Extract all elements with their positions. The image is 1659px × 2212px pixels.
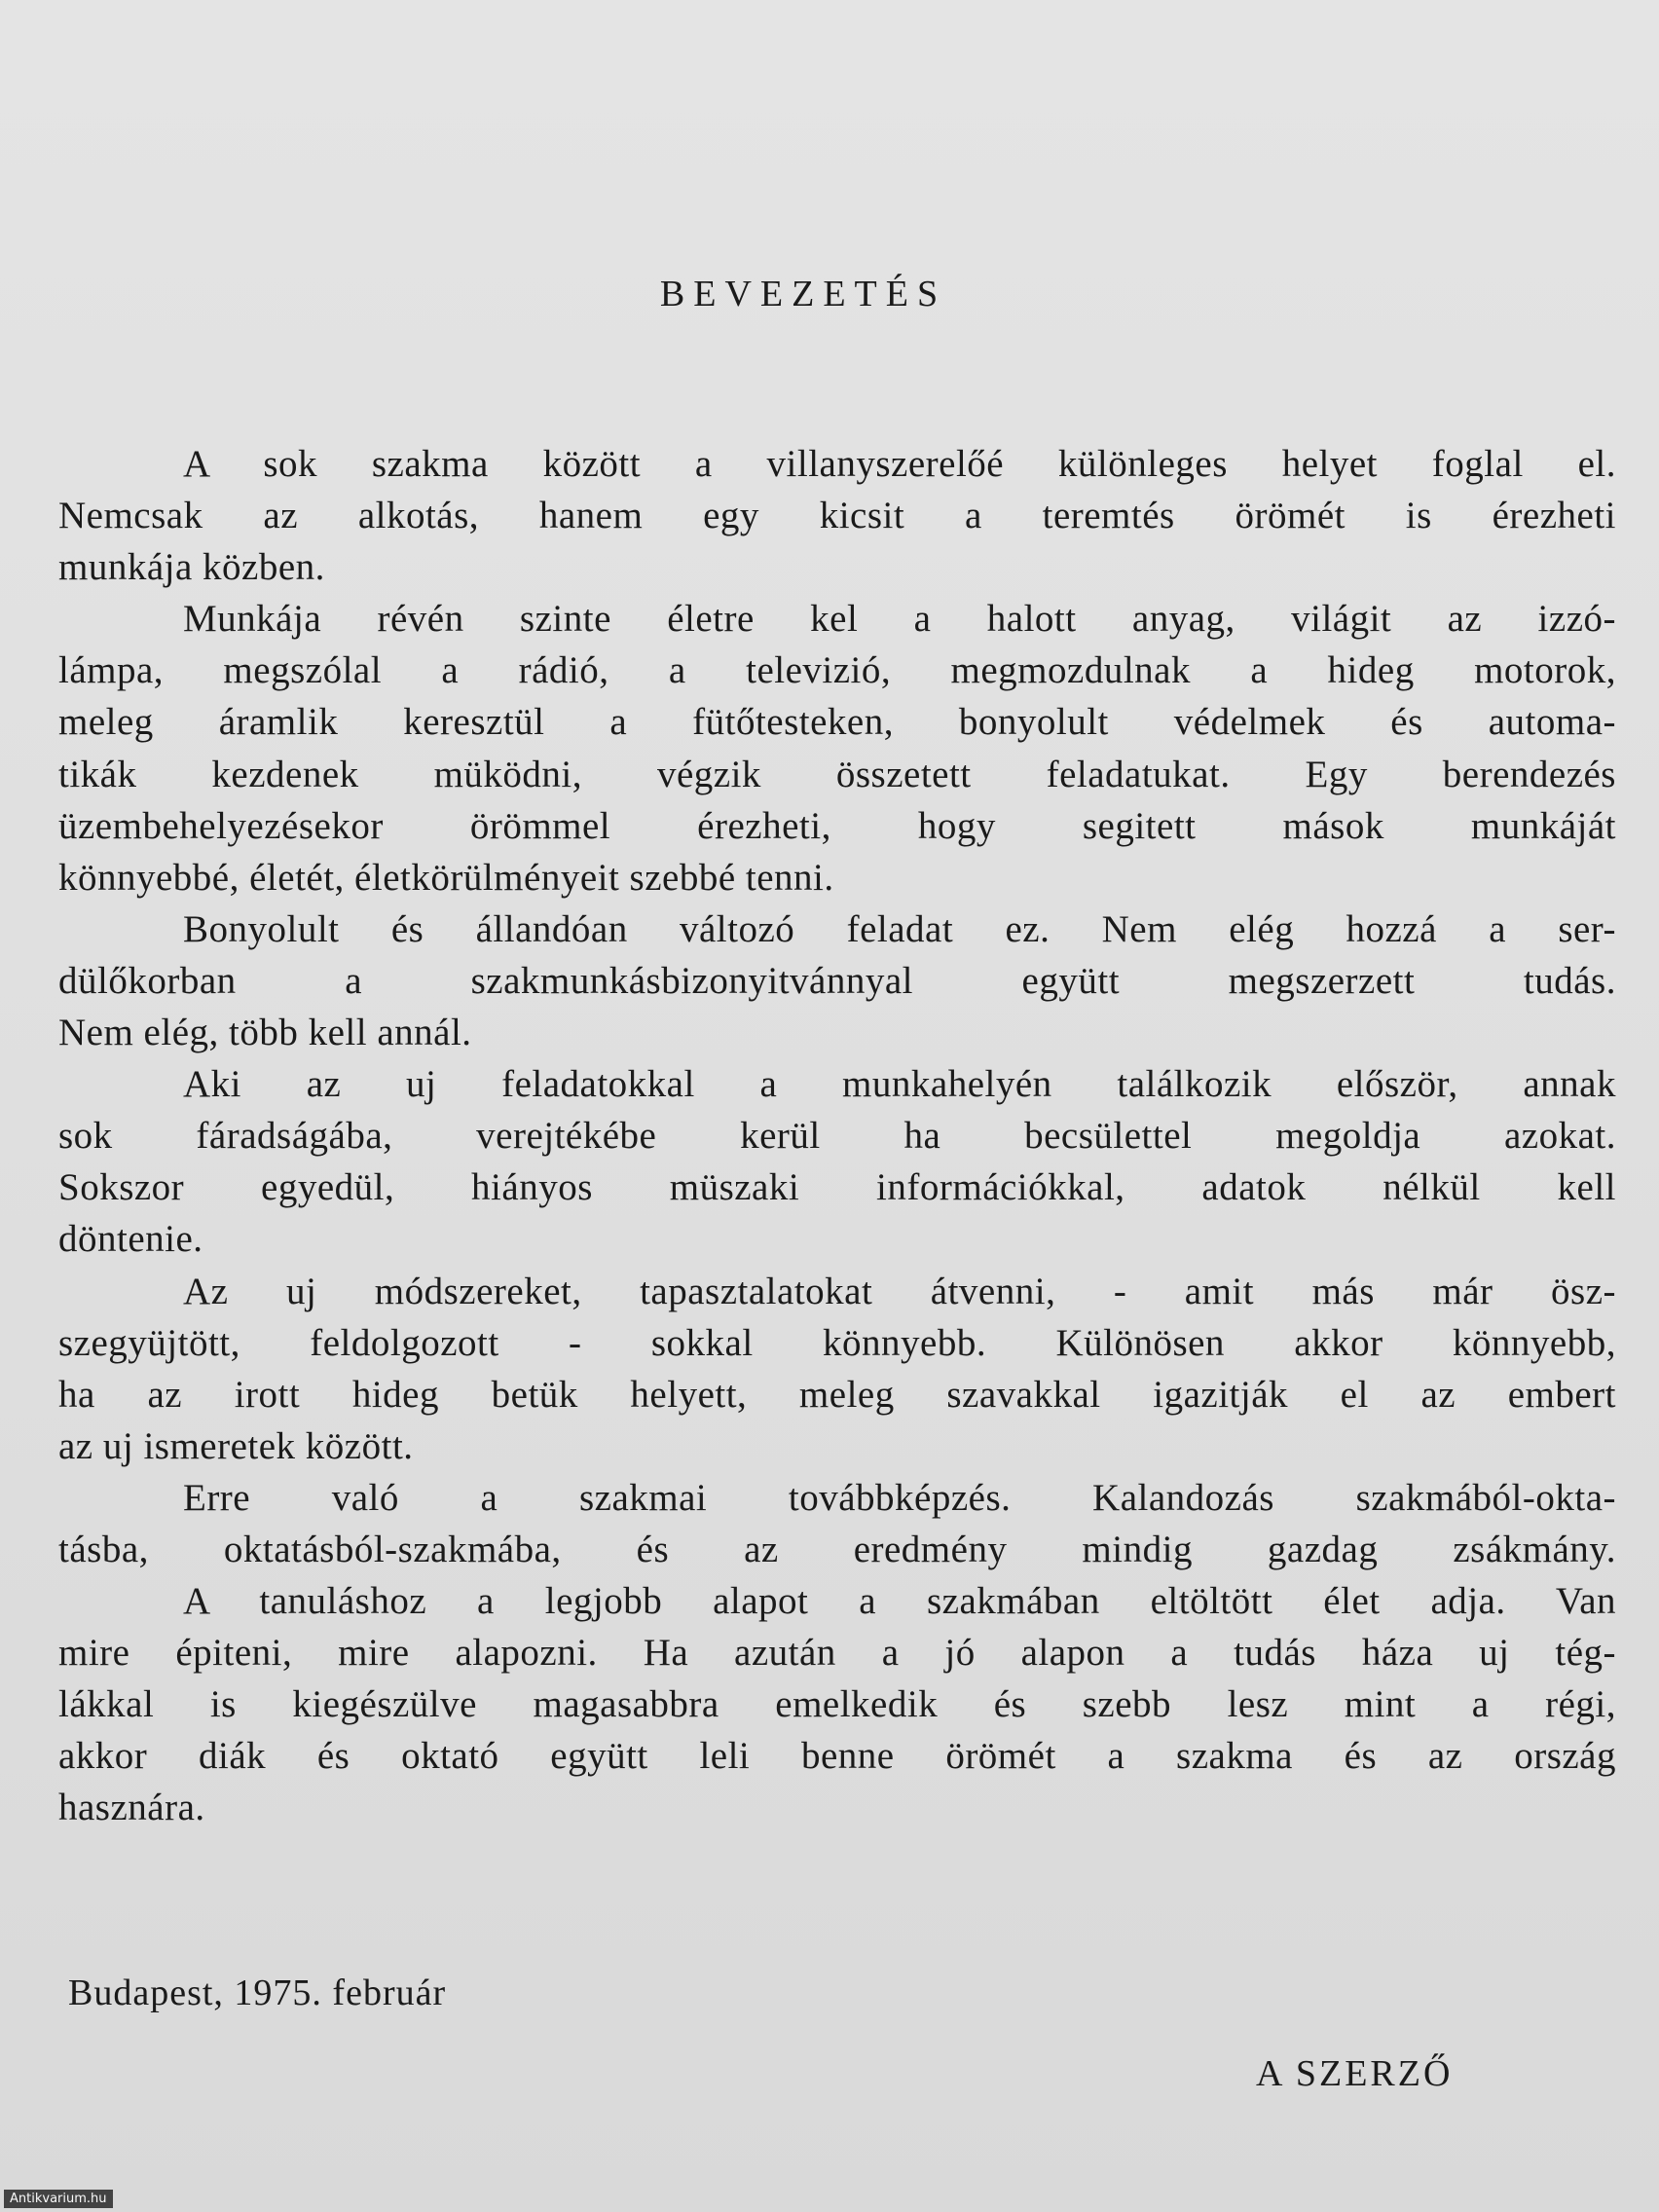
text-line: dülőkorban a szakmunkásbizonyitvánnyal együtt megszerzett tudás. bbox=[58, 959, 1616, 1002]
text-line: lákkal is kiegészülve magasabbra emelkedik és szebb lesz mint a régi, bbox=[58, 1683, 1616, 1726]
text-line: az uj ismeretek között. bbox=[58, 1424, 414, 1467]
text-line: könnyebbé, életét, életkörülményeit szebbé tenni. bbox=[58, 856, 834, 899]
text-line: mire épiteni, mire alapozni. Ha azután a jó alapon a tudás háza uj tég- bbox=[58, 1632, 1616, 1675]
text-line: tásba, oktatásból-szakmába, és az eredmény mindig gazdag zsákmány. bbox=[58, 1528, 1616, 1570]
text-line: sok fáradságába, verejtékébe kerül ha becsülettel megoldja azokat. bbox=[58, 1115, 1616, 1158]
text-line: Munkája révén szinte életre kel a halott anyag, világit az izzó- bbox=[183, 598, 1616, 641]
text-line: meleg áramlik keresztül a fütőtesteken, bonyolult védelmek és automa- bbox=[58, 701, 1616, 744]
text-line: tikák kezdenek müködni, végzik összetett feladatukat. Egy berendezés bbox=[58, 753, 1616, 795]
date-line: Budapest, 1975. február bbox=[68, 1972, 447, 2013]
text-line: lámpa, megszólal a rádió, a televizió, megmozdulnak a hideg motorok, bbox=[58, 649, 1616, 692]
text-line: munkája közben. bbox=[58, 546, 325, 589]
text-line: Erre való a szakmai továbbképzés. Kalandozás szakmából-okta- bbox=[183, 1476, 1616, 1519]
text-line: hasznára. bbox=[58, 1787, 205, 1829]
text-line: Nem elég, több kell annál. bbox=[58, 1012, 472, 1054]
text-line: szegyüjtött, feldolgozott - sokkal könnyebb. Különösen akkor könnyebb, bbox=[58, 1321, 1616, 1364]
watermark-label: Antikvarium.hu bbox=[4, 2190, 113, 2208]
text-line: A sok szakma között a villanyszerelőé különleges helyet foglal el. bbox=[183, 443, 1616, 485]
text-line: Sokszor egyedül, hiányos müszaki információkkal, adatok nélkül kell bbox=[58, 1166, 1616, 1209]
body-text bbox=[58, 438, 1616, 1834]
text-line: ha az irott hideg betük helyett, meleg szavakkal igazitják el az embert bbox=[58, 1373, 1616, 1416]
author-signature: A SZERZŐ bbox=[1256, 2053, 1454, 2094]
text-line: A tanuláshoz a legjobb alapot a szakmában eltöltött élet adja. Van bbox=[183, 1580, 1616, 1623]
text-line: akkor diák és oktató együtt leli benne örömét a szakma és az ország bbox=[58, 1735, 1616, 1778]
page-title: BEVEZETÉS bbox=[659, 274, 947, 314]
text-line: üzembehelyezésekor örömmel érezheti, hogy segitett mások munkáját bbox=[58, 804, 1616, 847]
text-line: Aki az uj feladatokkal a munkahelyén találkozik először, annak bbox=[183, 1063, 1616, 1106]
text-line: Az uj módszereket, tapasztalatokat átvenni, - amit más már ösz- bbox=[183, 1270, 1616, 1312]
text-line: Nemcsak az alkotás, hanem egy kicsit a teremtés örömét is érezheti bbox=[58, 495, 1616, 537]
text-line: döntenie. bbox=[58, 1218, 203, 1261]
text-line: Bonyolult és állandóan változó feladat ez. Nem elég hozzá a ser- bbox=[183, 907, 1616, 950]
